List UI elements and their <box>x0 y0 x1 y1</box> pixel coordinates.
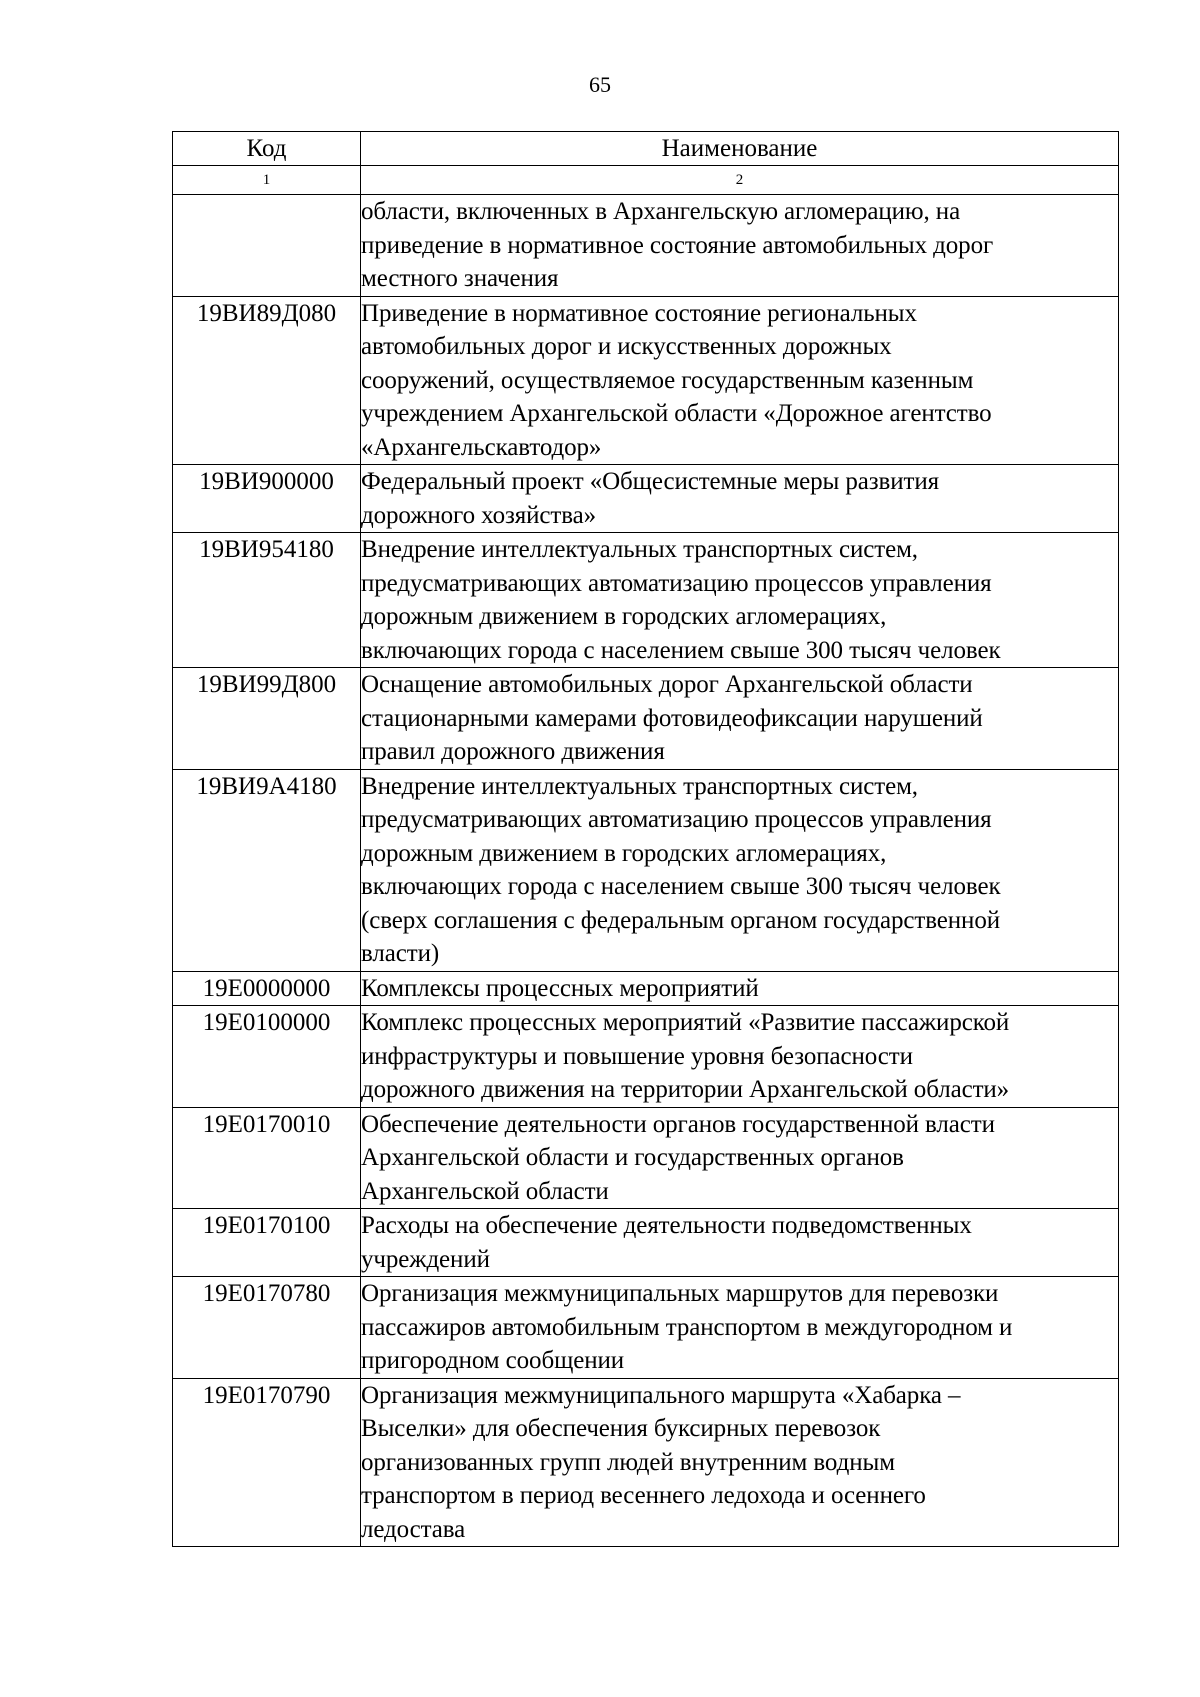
table-row <box>173 533 1119 668</box>
table-row <box>173 296 1119 465</box>
row-code: 19Е0100000 <box>173 1006 361 1108</box>
row-code: 19ВИ99Д800 <box>173 668 361 770</box>
row-code: 19Е0000000 <box>173 971 361 1006</box>
row-name: Организация межмуниципальных маршрутов для перевозки пассажиров автомобильным транспортом в междугородном и пригородном сообщении <box>361 1277 1119 1379</box>
row-name: Федеральный проект «Общесистемные меры развития дорожного хозяйства» <box>361 465 1119 533</box>
row-name: Оснащение автомобильных дорог Архангельской области стационарными камерами фотовидеофиксации нарушений правил дорожного движения <box>361 668 1119 770</box>
row-code: 19ВИ89Д080 <box>173 296 361 465</box>
row-name: Комплекс процессных мероприятий «Развитие пассажирской инфраструктуры и повышение уровня безопасности дорожного движения на территории Архангельской области» <box>361 1006 1119 1108</box>
table-row <box>173 1006 1119 1108</box>
row-code: 19ВИ954180 <box>173 533 361 668</box>
row-code: 19Е0170010 <box>173 1107 361 1209</box>
table-row <box>173 1277 1119 1379</box>
header-name: Наименование <box>361 132 1119 166</box>
row-name: Расходы на обеспечение деятельности подведомственных учреждений <box>361 1209 1119 1277</box>
row-code: 19ВИ900000 <box>173 465 361 533</box>
row-name: Организация межмуниципального маршрута «Хабарка – Выселки» для обеспечения буксирных перевозок организованных групп людей внутренним водным транспортом в период весеннего ледохода и осеннего ледостава <box>361 1378 1119 1547</box>
row-name: области, включенных в Архангельскую агломерацию, на приведение в нормативное состояние автомобильных дорог местного значения <box>361 195 1119 297</box>
table-row <box>173 1378 1119 1547</box>
header-row <box>173 132 1119 166</box>
table-row <box>173 668 1119 770</box>
column-number-2: 2 <box>361 166 1119 195</box>
column-number-row <box>173 166 1119 195</box>
table-row <box>173 195 1119 297</box>
table-row <box>173 769 1119 971</box>
row-name: Приведение в нормативное состояние региональных автомобильных дорог и искусственных дорожных сооружений, осуществляемое государственным казенным учреждением Архангельской области «Дорожное агентство «Архангельскавтодор» <box>361 296 1119 465</box>
row-code: 19Е0170790 <box>173 1378 361 1547</box>
row-name: Внедрение интеллектуальных транспортных систем, предусматривающих автоматизацию процессов управления дорожным движением в городских агломерациях, включающих города с населением свыше 300 тысяч человек <box>361 533 1119 668</box>
page-number: 65 <box>589 72 611 97</box>
row-code: 19Е0170780 <box>173 1277 361 1379</box>
table-row <box>173 465 1119 533</box>
column-number-1: 1 <box>173 166 361 195</box>
table-row <box>173 971 1119 1006</box>
row-code: 19Е0170100 <box>173 1209 361 1277</box>
header-code: Код <box>173 132 361 166</box>
table-row <box>173 1107 1119 1209</box>
row-code <box>173 195 361 297</box>
table-row <box>173 1209 1119 1277</box>
row-name: Внедрение интеллектуальных транспортных систем, предусматривающих автоматизацию процессов управления дорожным движением в городских агломерациях, включающих города с населением свыше 300 тысяч человек (сверх соглашения с федеральным органом государственной власти) <box>361 769 1119 971</box>
row-name: Обеспечение деятельности органов государственной власти Архангельской области и государственных органов Архангельской области <box>361 1107 1119 1209</box>
row-code: 19ВИ9А4180 <box>173 769 361 971</box>
row-name: Комплексы процессных мероприятий <box>361 971 1119 1006</box>
budget-code-table <box>172 131 1119 1547</box>
